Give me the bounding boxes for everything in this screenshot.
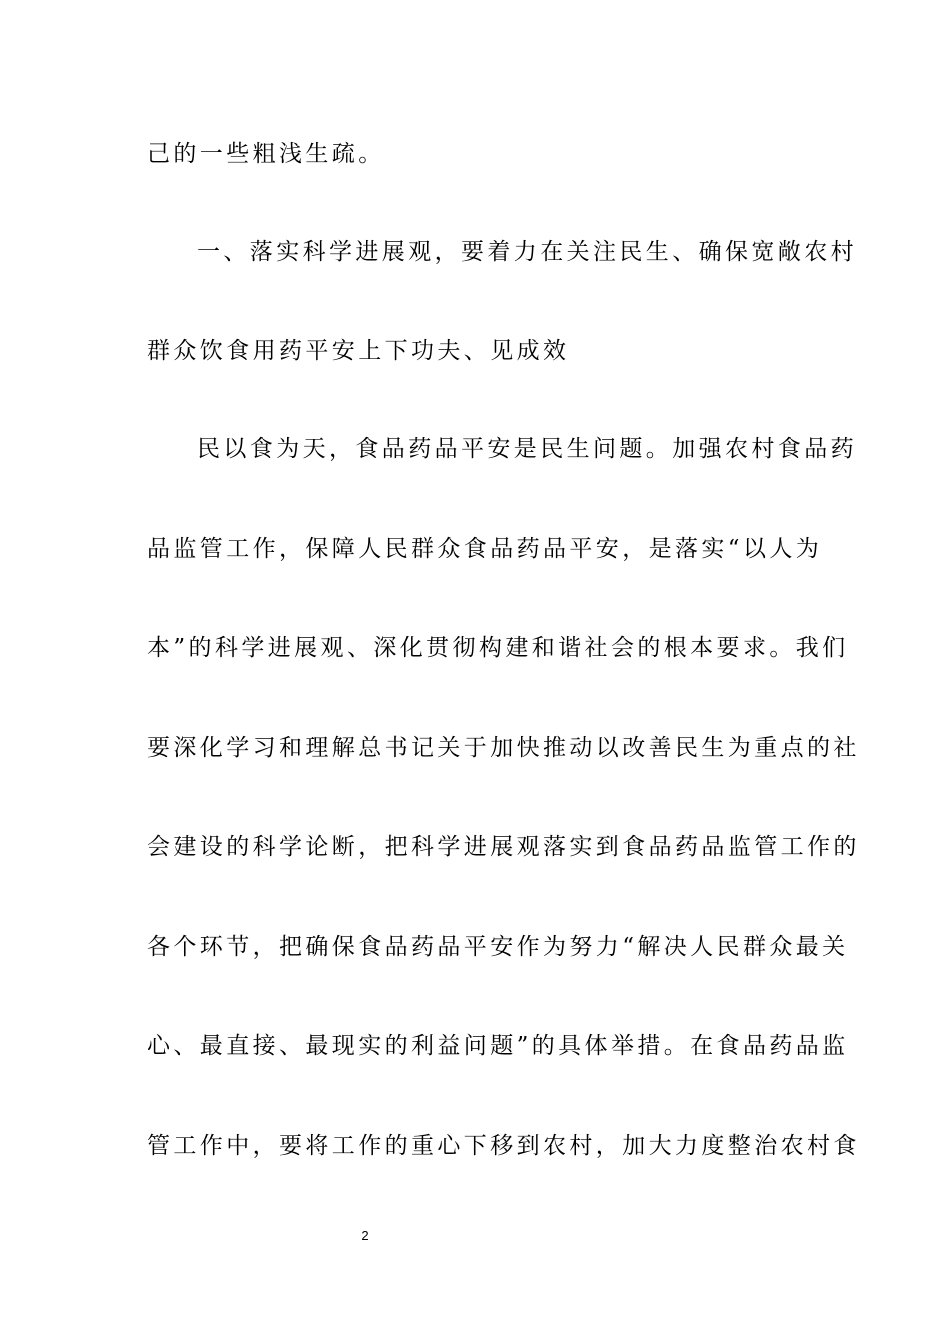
paragraph-line: 会建设的科学论断，把科学进展观落实到食品药品监管工作的 xyxy=(147,834,860,860)
paragraph-line: 本”的科学进展观、深化贯彻构建和谐社会的根本要求。我们 xyxy=(147,635,849,661)
section-heading-line: 群众饮食用药平安上下功夫、见成效 xyxy=(147,338,570,364)
section-heading-line: 一、落实科学进展观，要着力在关注民生、确保宽敞农村 xyxy=(197,239,857,265)
paragraph-line: 各个环节，把确保食品药品平安作为努力“解决人民群众最关 xyxy=(147,934,849,960)
paragraph-line: 管工作中，要将工作的重心下移到农村，加大力度整治农村食 xyxy=(147,1133,860,1159)
paragraph-line: 己的一些粗浅生疏。 xyxy=(147,141,385,167)
paragraph-line: 要深化学习和理解总书记关于加快推动以改善民生为重点的社 xyxy=(147,735,860,761)
page-number: 2 xyxy=(361,1228,369,1243)
paragraph-line: 民以食为天，食品药品平安是民生问题。加强农村食品药 xyxy=(197,436,857,462)
paragraph-line: 品监管工作，保障人民群众食品药品平安，是落实“以人为 xyxy=(147,536,823,562)
paragraph-line: 心、最直接、最现实的利益问题”的具体举措。在食品药品监 xyxy=(147,1033,849,1059)
